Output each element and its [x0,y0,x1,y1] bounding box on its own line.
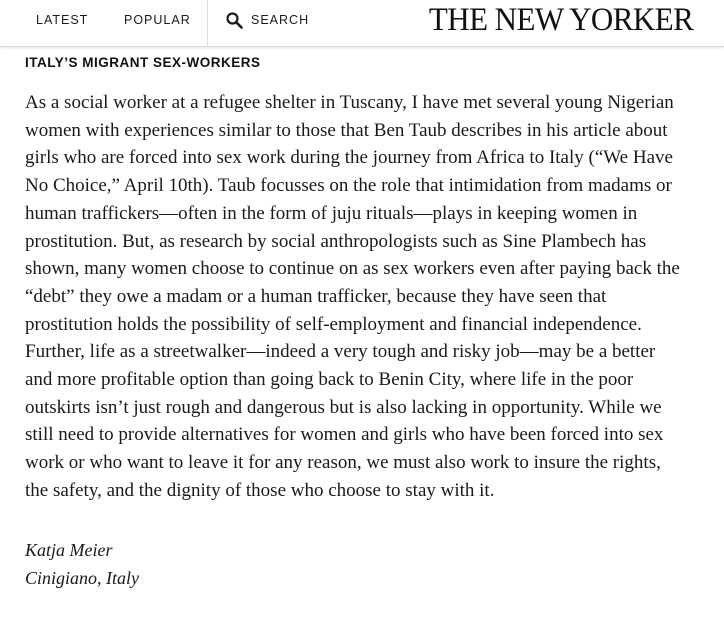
author-name: Katja Meier [25,539,113,560]
letter-body: As a social worker at a refugee shelter in Tuscany, I have met several young Nigerian women with experiences similar to those that Ben Taub describes in his article about girls who are forced into sex work during the journey from Africa to Italy (“We Have No Choice,” April 10th). Taub focusses on the role that intimidation from madams or human traffickers—often in the form of juju rituals—plays in keeping women in prostitution. But, as research by social anthropologists such as Sine Plambech has shown, many women choose to continue on as sex workers even after paying back the “debt” they owe a madam or a human trafficker, because they have seen that prostitution holds the possibility of self-employment and financial independence. Further, life as a streetwalker—indeed a very tough and risky job—may be a better and more profitable option than going back to Benin City, where life in the poor outskirts isn’t just rough and dangerous but is also lacking in opportunity. While we still need to provide alternatives for women and girls who have been forced into sex work or who want to leave it for any reason, we must also work to insure the rights, the safety, and the dignity of those who choose to stay with it. [25,92,680,501]
author-location: Cinigiano, Italy [25,567,139,588]
letter-signature [25,536,715,592]
nav-search-button[interactable] [226,0,309,40]
nav-latest-link[interactable]: LATEST [36,13,89,27]
letter-heading: ITALY’S MIGRANT SEX-WORKERS [25,55,261,70]
top-navigation-bar [0,0,724,47]
nav-divider [207,0,208,46]
new-yorker-logo[interactable]: THE NEW YORKER [428,2,693,38]
nav-search-label: SEARCH [251,13,310,27]
magnifier-icon [226,12,243,29]
letter-article [25,52,715,592]
nav-popular-link[interactable]: POPULAR [124,13,191,27]
